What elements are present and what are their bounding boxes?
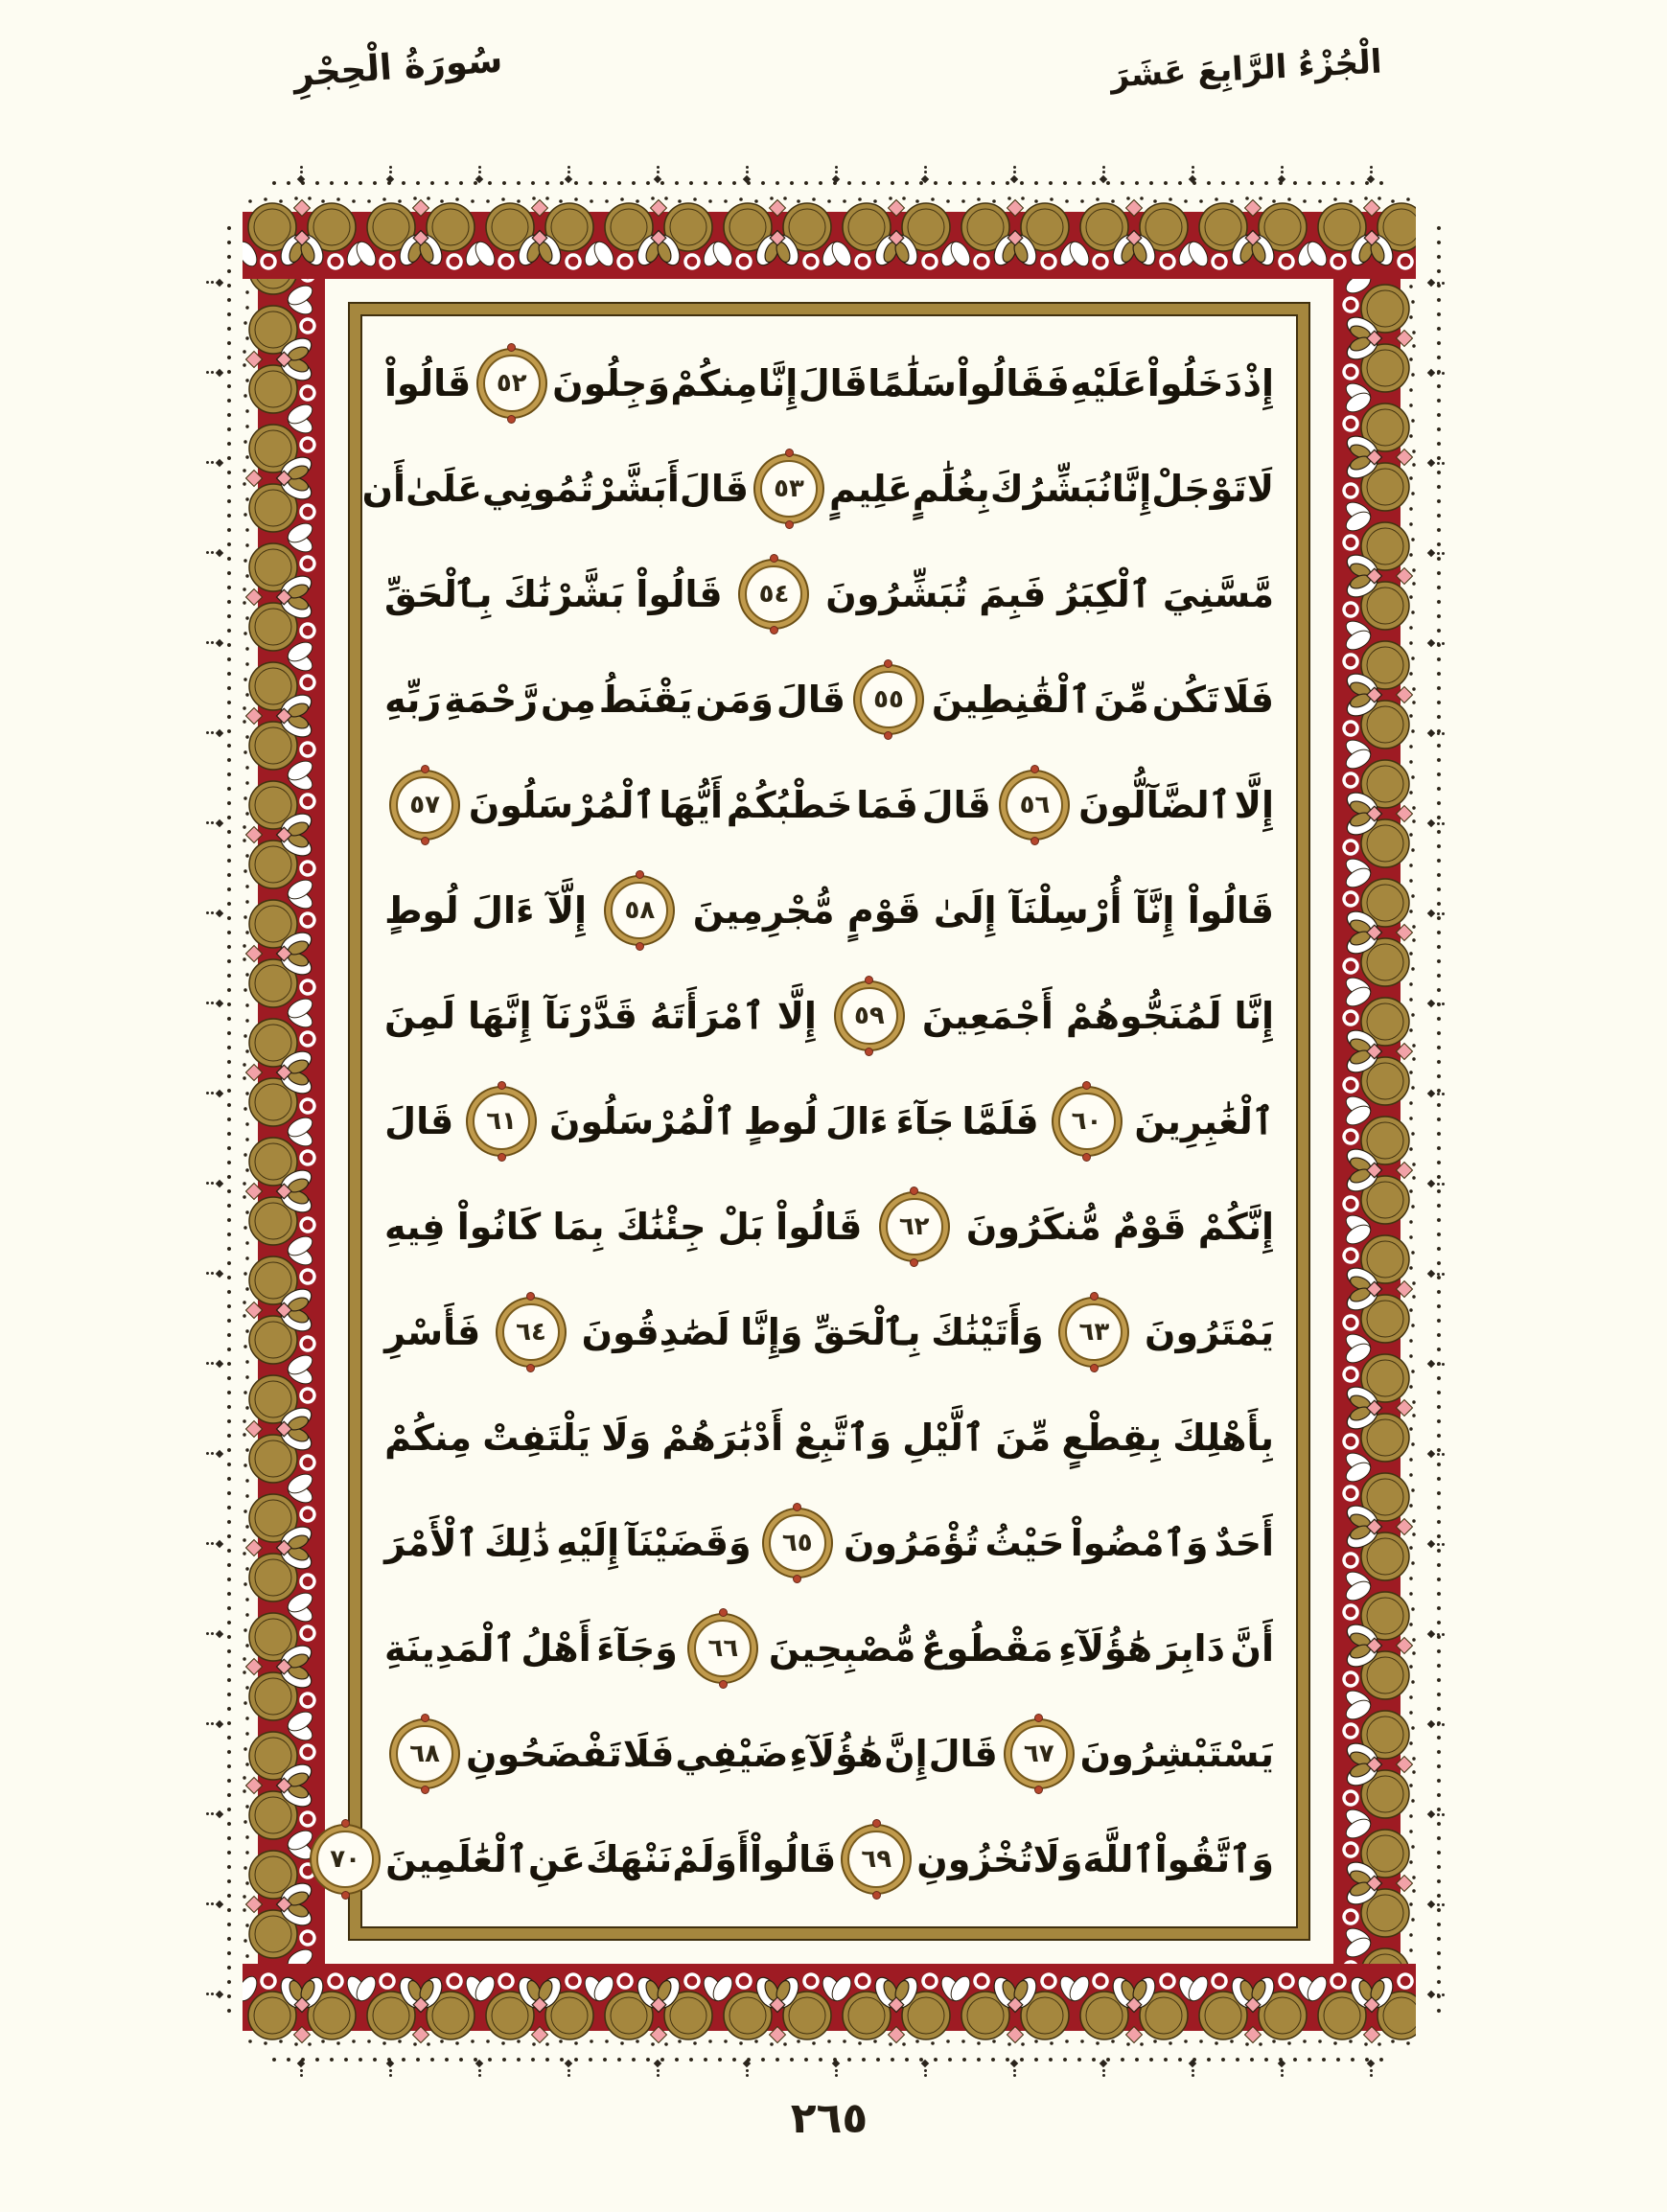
quran-word: أَوَلَمْ xyxy=(672,1838,750,1880)
border-finial-ornament xyxy=(384,2058,396,2077)
border-finial-ornament xyxy=(206,1989,225,2000)
border-finial-ornament xyxy=(1425,1268,1445,1279)
juz-header: الْجُزْءُ الرَّابِعَ عَشَرَ xyxy=(1109,42,1383,96)
mushaf-line xyxy=(384,752,1274,858)
ayah-number-marker: ٦٠ xyxy=(1058,1093,1116,1150)
border-finial-ornament xyxy=(1425,1178,1445,1189)
quran-word: فَلَا xyxy=(1222,679,1274,721)
quran-word: تَوْجَلْ xyxy=(1151,468,1247,510)
quran-word: مِنكُمْ xyxy=(670,362,758,404)
quran-word: إِلَيْهِ xyxy=(556,1522,620,1564)
quran-word: إِنَّآ xyxy=(1134,889,1175,932)
quran-word: ذَٰلِكَ xyxy=(484,1522,551,1564)
quran-word: عَلَيْهِ xyxy=(1070,362,1147,404)
quran-word: ٱلَّيْلِ xyxy=(902,1417,985,1459)
quran-word: قَالَ xyxy=(928,1733,998,1775)
border-finial-ornament xyxy=(563,166,574,185)
quran-word: تَكُن xyxy=(1151,679,1220,721)
quran-word: فَمَا xyxy=(856,784,918,826)
border-finial-ornament xyxy=(1425,457,1445,469)
quran-word: ٱلْمُرْسَلُونَ xyxy=(549,1100,736,1142)
quran-word: ٱلْمَدِينَةِ xyxy=(384,1627,516,1670)
mushaf-line xyxy=(384,1174,1274,1279)
quran-word: قَالُواْ xyxy=(1187,889,1274,932)
quran-word: تُبَشِّرُونَ xyxy=(825,573,968,615)
quran-word: ٱلْمُرْسَلُونَ xyxy=(468,784,656,826)
quran-word: ٱلْعَٰلَمِينَ xyxy=(385,1838,528,1880)
quran-word: ٱلْغَٰبِرِينَ xyxy=(1134,1100,1274,1142)
quran-word: أَحَدٌ xyxy=(1214,1522,1274,1564)
quran-word: مَّسَّنِيَ xyxy=(1162,573,1274,615)
border-dots-left xyxy=(226,225,232,2017)
border-finial-ornament xyxy=(1425,1538,1445,1550)
quran-word: أَيُّهَا xyxy=(659,784,723,826)
border-finial-ornament xyxy=(1425,1628,1445,1640)
border-finial-ornament xyxy=(474,166,485,185)
mushaf-line xyxy=(384,1490,1274,1596)
border-finial-ornament xyxy=(1365,2058,1377,2077)
quran-word: مُّجْرِمِينَ xyxy=(692,889,835,932)
border-finial-ornament xyxy=(652,2058,663,2077)
quran-word: وَقَضَيْنَآ xyxy=(625,1522,752,1564)
quran-word: ٱلْكِبَرُ xyxy=(1057,573,1152,615)
quran-word: بِمَا xyxy=(552,1206,605,1248)
border-finial-ornament xyxy=(206,277,225,288)
border-finial-ornament xyxy=(1008,2058,1020,2077)
quran-word: أَدْبَٰرَهُمْ xyxy=(661,1417,784,1459)
border-finial-ornament xyxy=(206,637,225,649)
border-finial-ornament xyxy=(1098,2058,1109,2077)
quran-word: إِنَّا xyxy=(1111,468,1152,510)
quran-word: جِئْنَٰكَ xyxy=(615,1206,706,1248)
border-dots-bottom xyxy=(271,2057,1387,2062)
ayah-number-marker: ٦٧ xyxy=(1010,1725,1068,1783)
border-dots-right xyxy=(1436,225,1442,2017)
border-finial-ornament xyxy=(206,818,225,829)
border-finial-ornament xyxy=(1425,367,1445,379)
quran-word: عَنِ xyxy=(527,1838,587,1880)
border-finial-ornament xyxy=(295,166,307,185)
quran-word: وَجَآءَ xyxy=(596,1627,678,1670)
border-finial-ornament xyxy=(206,1538,225,1550)
quran-word: حَيْثُ xyxy=(984,1522,1065,1564)
quran-word: ٱلضَّآلُّونَ xyxy=(1078,784,1231,826)
quran-word: هَٰؤُلَآءِ xyxy=(789,1733,884,1775)
quran-word: فَبِمَ xyxy=(979,573,1047,615)
quran-word: إِلَّا xyxy=(1234,784,1274,826)
border-finial-ornament xyxy=(206,908,225,919)
quran-word: قَالُواْ xyxy=(776,1206,863,1248)
quran-word: ءَالَ xyxy=(825,1100,889,1142)
surah-title-header: سُورَةُ الْحِجْرِ xyxy=(291,38,504,95)
quran-word: وَمَن xyxy=(695,679,774,721)
border-finial-ornament xyxy=(563,2058,574,2077)
mushaf-line xyxy=(384,331,1274,436)
border-finial-ornament xyxy=(919,166,931,185)
border-finial-ornament xyxy=(1425,1809,1445,1820)
border-finial-ornament xyxy=(206,1628,225,1640)
quran-word: قَالَ xyxy=(679,468,749,510)
quran-word: أَجْمَعِينَ xyxy=(921,995,1053,1037)
quran-word: فَلَا xyxy=(622,1733,675,1775)
quran-word: وَٱمْضُواْ xyxy=(1070,1522,1209,1564)
border-finial-ornament xyxy=(1425,998,1445,1009)
quran-word: نَنْهَكَ xyxy=(586,1838,673,1880)
border-finial-ornament xyxy=(830,2058,842,2077)
quran-word: إِنَّهَا xyxy=(467,995,532,1037)
mushaf-line xyxy=(384,1385,1274,1490)
page-number: ٢٦٥ xyxy=(790,2094,868,2143)
quran-word: سَلَٰمًا xyxy=(868,362,957,404)
ayah-number-marker: ٥٧ xyxy=(396,776,453,834)
ayah-number-marker: ٦٩ xyxy=(847,1831,905,1888)
quran-word: بِٱلْحَقِّ xyxy=(813,1311,921,1353)
ayah-number-marker: ٥٥ xyxy=(860,671,917,728)
border-finial-ornament xyxy=(206,998,225,1009)
quran-word: ٱمْرَأَتَهُ xyxy=(649,995,765,1037)
ayah-number-marker: ٦٢ xyxy=(886,1198,943,1256)
quran-word: فَلَمَّا xyxy=(961,1100,1039,1142)
quran-word: وَجِلُونَ xyxy=(552,362,670,404)
quran-word: إِنَّكُمْ xyxy=(1197,1206,1274,1248)
ayah-number-marker: ٧٠ xyxy=(316,1831,374,1888)
quran-word: تُخْزُونِ xyxy=(916,1838,1033,1880)
quran-word: وَلَا xyxy=(601,1417,652,1459)
border-finial-ornament xyxy=(206,1088,225,1099)
border-finial-ornament xyxy=(206,1448,225,1460)
quran-word: لَصَٰدِقُونَ xyxy=(581,1311,730,1353)
quran-word: تَفْضَحُونِ xyxy=(466,1733,622,1775)
border-finial-ornament xyxy=(1425,1088,1445,1099)
quran-word: يَلْتَفِتْ xyxy=(482,1417,591,1459)
quran-text-block xyxy=(330,331,1274,1912)
border-finial-ornament xyxy=(1425,1358,1445,1370)
border-finial-ornament xyxy=(1425,1989,1445,2000)
ornamental-border-frame xyxy=(243,196,1416,2046)
quran-word: بِقِطْعٍ xyxy=(1061,1417,1162,1459)
border-finial-ornament xyxy=(206,1718,225,1730)
mushaf-line xyxy=(384,858,1274,963)
border-finial-ornament xyxy=(1098,166,1109,185)
border-finial-ornament xyxy=(206,1178,225,1189)
border-finial-ornament xyxy=(919,2058,931,2077)
mushaf-line xyxy=(384,541,1274,647)
ayah-number-marker: ٦٤ xyxy=(502,1303,560,1361)
quran-word: هَٰؤُلَآءِ xyxy=(1058,1627,1153,1670)
quran-word: قَالَ xyxy=(776,679,845,721)
quran-word: أَبَشَّرْتُمُونِي xyxy=(481,468,680,510)
border-finial-ornament xyxy=(1425,818,1445,829)
quran-word: فَقَالُواْ xyxy=(957,362,1070,404)
quran-word: أَهْلُ xyxy=(521,1627,591,1670)
quran-word: نُبَشِّرُكَ xyxy=(989,468,1112,510)
border-finial-ornament xyxy=(1276,166,1287,185)
quran-word: ضَيْفِي xyxy=(675,1733,789,1775)
quran-word: مِّنَ xyxy=(995,1417,1052,1459)
quran-word: رَّحْمَةِ xyxy=(444,679,539,721)
border-finial-ornament xyxy=(206,1809,225,1820)
quran-word: ءَالَ xyxy=(471,889,535,932)
quran-word: إِلَّا xyxy=(776,995,817,1037)
quran-word: بِغُلَٰمٍ xyxy=(912,468,990,510)
border-finial-ornament xyxy=(206,1268,225,1279)
quran-word: وَلَا xyxy=(1032,1838,1083,1880)
quran-word: خَطْبُكُمْ xyxy=(726,784,853,826)
quran-word: لَا xyxy=(1246,468,1274,510)
mushaf-line xyxy=(384,1069,1274,1174)
quran-word: قَوْمٍ xyxy=(846,889,921,932)
quran-word: لُوطٍ xyxy=(384,889,459,932)
quran-word: بَلْ xyxy=(717,1206,764,1248)
quran-word: أُرْسِلْنَآ xyxy=(1008,889,1123,932)
quran-word: مِّنَ xyxy=(1094,679,1149,721)
quran-word: عَلَىٰ xyxy=(405,468,482,510)
ayah-number-marker: ٥٢ xyxy=(483,355,541,412)
quran-word: تُؤْمَرُونَ xyxy=(843,1522,980,1564)
ayah-number-marker: ٦٣ xyxy=(1065,1303,1123,1361)
quran-word: مِن xyxy=(541,679,596,721)
quran-word: وَٱتَّبِعْ xyxy=(794,1417,891,1459)
quran-word: بِٱلْحَقِّ xyxy=(384,573,493,615)
quran-word: جَآءَ xyxy=(895,1100,955,1142)
quran-word: إِلَّآ xyxy=(546,889,588,932)
quran-word: قَالُواْ xyxy=(636,573,723,615)
quran-word: قَالَ xyxy=(384,1100,454,1142)
mushaf-line xyxy=(384,1701,1274,1807)
ayah-number-marker: ٦٨ xyxy=(396,1725,453,1783)
mushaf-line xyxy=(384,1279,1274,1385)
quran-word: رَبِّهِ xyxy=(384,679,442,721)
border-finial-ornament xyxy=(1276,2058,1287,2077)
ayah-number-marker: ٥٨ xyxy=(611,882,668,939)
border-finial-ornament xyxy=(206,457,225,469)
border-finial-ornament xyxy=(206,1899,225,1910)
quran-word: عَلِيمٍ xyxy=(829,468,913,510)
border-finial-ornament xyxy=(295,2058,307,2077)
border-finial-ornament xyxy=(384,166,396,185)
mushaf-line xyxy=(384,647,1274,752)
border-finial-ornament xyxy=(206,367,225,379)
quran-word: وَٱتَّقُواْ xyxy=(1154,1838,1274,1880)
quran-word: إِنَّ xyxy=(884,1733,928,1775)
quran-word: يَمْتَرُونَ xyxy=(1145,1311,1274,1353)
quran-word: وَأَتَيْنَٰكَ xyxy=(931,1311,1044,1353)
quran-word: قَوْمٌ xyxy=(1113,1206,1187,1248)
quran-word: مُّصْبِحِينَ xyxy=(768,1627,916,1670)
quran-word: قَالُواْ xyxy=(384,362,472,404)
ayah-number-marker: ٥٣ xyxy=(760,460,818,518)
quran-word: وَإِنَّا xyxy=(740,1311,803,1353)
border-finial-ornament xyxy=(1425,637,1445,649)
quran-word: ٱللَّهَ xyxy=(1082,1838,1155,1880)
mushaf-line xyxy=(361,436,1274,541)
quran-word: إِلَىٰ xyxy=(933,889,997,932)
ayah-number-marker: ٦٦ xyxy=(694,1620,752,1677)
border-finial-ornament xyxy=(1187,166,1198,185)
quran-word: قَالُواْ xyxy=(749,1838,837,1880)
border-finial-ornament xyxy=(652,166,663,185)
quran-word: كَانُواْ xyxy=(456,1206,542,1248)
quran-word: إِذْ xyxy=(1242,362,1274,404)
quran-word: قَالَ xyxy=(798,362,868,404)
border-finial-ornament xyxy=(1425,908,1445,919)
quran-word: ٱلْقَٰنِطِينَ xyxy=(931,679,1092,721)
quran-word: دَخَلُواْ xyxy=(1146,362,1243,404)
quran-word: قَدَّرْنَآ xyxy=(544,995,637,1037)
ayah-number-marker: ٥٦ xyxy=(1006,776,1063,834)
border-finial-ornament xyxy=(1425,1899,1445,1910)
border-finial-ornament xyxy=(474,2058,485,2077)
quran-word: إِنَّا xyxy=(1234,995,1274,1037)
border-finial-ornament xyxy=(741,2058,752,2077)
quran-word: أَنَّ xyxy=(1230,1627,1274,1670)
border-finial-ornament xyxy=(206,547,225,559)
quran-word: دَابِرَ xyxy=(1157,1627,1226,1670)
quran-word: ٱلْأَمْرَ xyxy=(384,1522,478,1564)
quran-word: فَأَسْرِ xyxy=(384,1311,481,1353)
border-finial-ornament xyxy=(1008,166,1020,185)
border-finial-ornament xyxy=(1187,2058,1198,2077)
mushaf-line xyxy=(384,963,1274,1069)
border-finial-ornament xyxy=(1425,277,1445,288)
quran-word: لَمِنَ xyxy=(384,995,455,1037)
ayah-number-marker: ٥٩ xyxy=(841,987,898,1045)
border-finial-ornament xyxy=(741,166,752,185)
quran-word: مَقْطُوعٌ xyxy=(920,1627,1053,1670)
quran-word: يَقْنَطُ xyxy=(598,679,693,721)
quran-word: فِيهِ xyxy=(384,1206,446,1248)
quran-word: لَمُنَجُّوهُمْ xyxy=(1065,995,1222,1037)
border-finial-ornament xyxy=(1425,1448,1445,1460)
quran-word: مُّنكَرُونَ xyxy=(965,1206,1101,1248)
quran-word: إِنَّا xyxy=(757,362,799,404)
quran-word: لُوطٍ xyxy=(743,1100,819,1142)
border-finial-ornament xyxy=(1425,727,1445,739)
ayah-number-marker: ٥٤ xyxy=(745,565,802,623)
mushaf-line xyxy=(330,1807,1274,1912)
ayah-number-marker: ٦١ xyxy=(473,1093,530,1150)
quran-word: بَشَّرْنَٰكَ xyxy=(503,573,625,615)
quran-word: أَن xyxy=(361,468,406,510)
border-finial-ornament xyxy=(1365,166,1377,185)
quran-word: يَسْتَبْشِرُونَ xyxy=(1079,1733,1274,1775)
border-finial-ornament xyxy=(206,727,225,739)
border-dots-top xyxy=(271,180,1387,186)
border-finial-ornament xyxy=(206,1358,225,1370)
quran-word: قَالَ xyxy=(921,784,991,826)
border-finial-ornament xyxy=(830,166,842,185)
ayah-number-marker: ٦٥ xyxy=(769,1514,826,1572)
border-finial-ornament xyxy=(1425,547,1445,559)
quran-word: مِنكُمْ xyxy=(384,1417,473,1459)
quran-word: بِأَهْلِكَ xyxy=(1172,1417,1274,1459)
mushaf-line xyxy=(384,1596,1274,1701)
border-finial-ornament xyxy=(1425,1718,1445,1730)
